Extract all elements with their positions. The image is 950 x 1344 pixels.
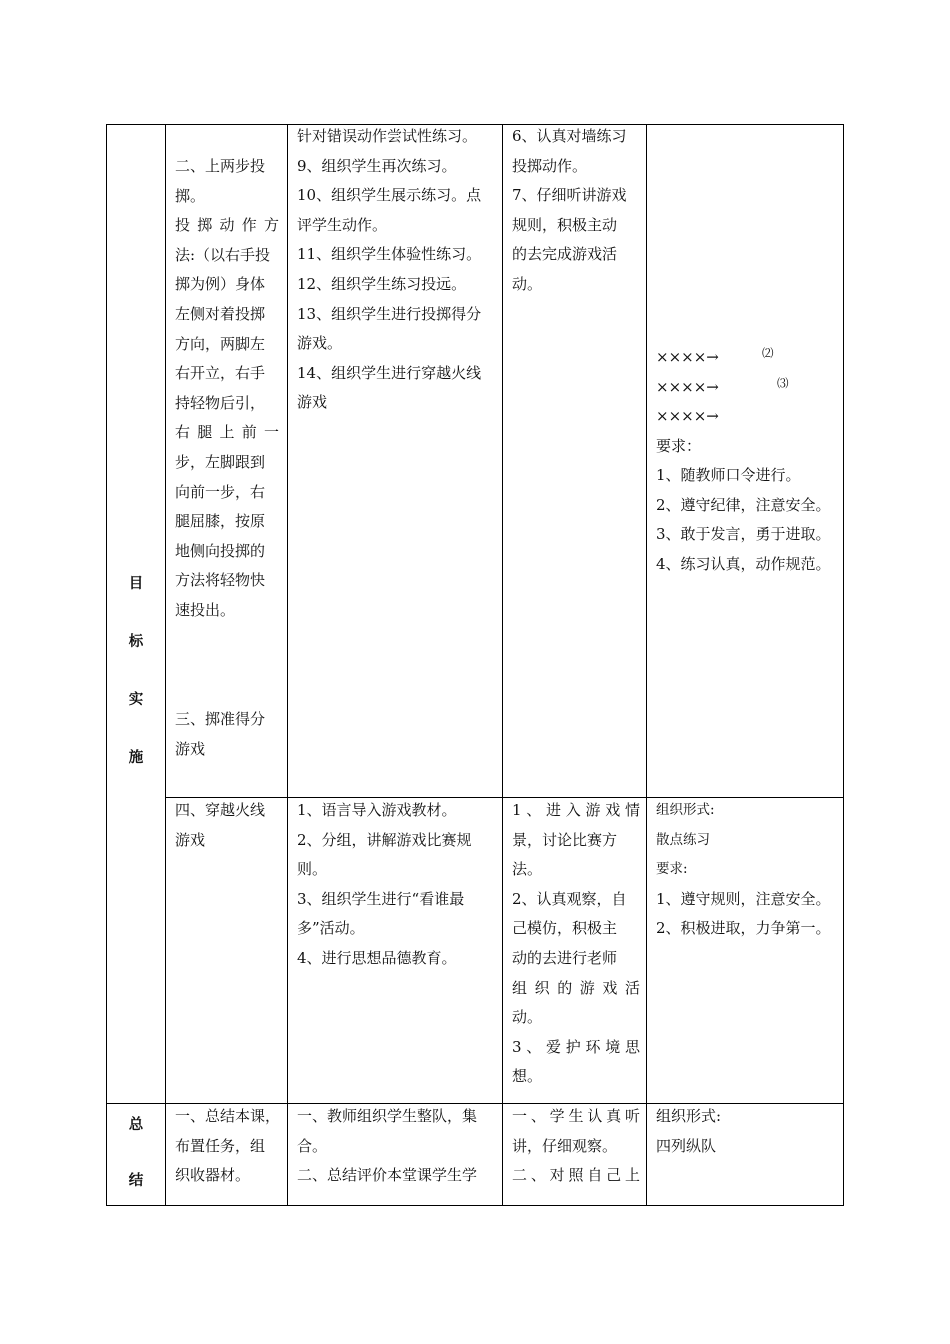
- row1-game-line: 游戏: [175, 739, 206, 758]
- row1-method-line: 方法将轻物快: [175, 571, 266, 590]
- row2-content-line: 四、穿越火线: [175, 801, 266, 819]
- column-divider-1: [165, 124, 166, 1206]
- row1-method-line: 方向，两脚左: [175, 334, 266, 353]
- requirement-item: 4、练习认真，动作规范。: [656, 554, 831, 573]
- requirement-item: 2、遵守纪律，注意安全。: [656, 495, 831, 514]
- row3-content-line: 布置任务，组: [175, 1136, 266, 1155]
- row2-student-cell: [512, 796, 640, 1092]
- student-activity-line: 景，讨论比赛方: [512, 830, 618, 849]
- teacher-activity-line: 2、分组，讲解游戏比赛规: [297, 830, 472, 849]
- row1-method-line: 左侧对着投掷: [175, 304, 266, 323]
- student-activity-line: 2、认真观察，自: [512, 889, 627, 908]
- row1-game-cell: [175, 705, 285, 764]
- row2-content-line: 游戏: [175, 830, 206, 849]
- teacher-activity-line: 多”活动。: [297, 919, 365, 938]
- row3-content-line: 织收器材。: [175, 1166, 251, 1185]
- requirement-item: 3、敢于发言，勇于进取。: [656, 525, 831, 543]
- row2-teacher-cell: [297, 796, 499, 974]
- teacher-activity-line: 游戏: [297, 393, 328, 412]
- teacher-activity-line: 合。: [297, 1136, 328, 1155]
- student-activity-line: 讲，仔细观察。: [512, 1136, 618, 1155]
- formation-row: [656, 402, 842, 432]
- requirements-title: 要求:: [656, 861, 688, 878]
- table-left-border: [106, 124, 107, 1206]
- section-label-char: 实: [128, 692, 144, 708]
- student-activity-line: 二、对照自己上: [512, 1166, 640, 1185]
- student-activity-line: 动。: [512, 1008, 543, 1027]
- teacher-activity-line: 4、进行思想品德教育。: [297, 948, 457, 967]
- column-divider-4: [646, 124, 647, 1206]
- row1-method-line: 腿屈膝，按原: [175, 512, 266, 531]
- section-label-summary: [124, 1113, 148, 1199]
- row1-method-line: 投掷动作方: [175, 216, 279, 235]
- section-label-char: 总: [128, 1117, 144, 1133]
- teacher-activity-line: 11、组织学生体验性练习。: [297, 245, 482, 264]
- row2-organization-cell: [656, 796, 842, 944]
- requirement-item: 1、随教师口令进行。: [656, 466, 801, 484]
- student-activity-line: 组织的游戏活: [512, 978, 640, 997]
- row1-method-line: 步，左脚跟到: [175, 452, 266, 471]
- student-activity-line: 动。: [512, 274, 543, 293]
- row3-content-cell: [175, 1102, 285, 1191]
- row1-student-cell: [512, 122, 640, 300]
- row1-method-line: 持轻物后引，: [175, 393, 266, 412]
- student-activity-line: 想。: [512, 1067, 543, 1086]
- row1-method-line: 速投出。: [175, 600, 236, 619]
- formation-number: ⑵: [762, 346, 774, 360]
- student-activity-line: 3、爱护环境思: [512, 1037, 640, 1056]
- row3-student-cell: [512, 1102, 640, 1191]
- teacher-activity-line: 14、组织学生进行穿越火线: [297, 363, 482, 382]
- teacher-activity-line: 评学生动作。: [297, 215, 388, 234]
- column-divider-3: [502, 124, 503, 1206]
- row3-organization-cell: [656, 1102, 842, 1161]
- row1-content-line: 掷。: [175, 186, 206, 205]
- teacher-activity-line: 针对错误动作尝试性练习。: [297, 127, 478, 145]
- row1-method-line: 向前一步，右: [175, 482, 266, 501]
- student-activity-line: 6、认真对墙练习: [512, 127, 627, 145]
- row1-organization-cell: [656, 343, 842, 579]
- student-activity-line: 的去完成游戏活: [512, 245, 618, 264]
- student-activity-line: 投掷动作。: [512, 156, 588, 175]
- formation-row: [656, 373, 842, 403]
- formation-row: [656, 343, 842, 373]
- row1-game-line: 三、掷准得分: [175, 710, 266, 728]
- table-bottom-border: [106, 1205, 844, 1206]
- section-label-char: 标: [128, 634, 144, 650]
- row3-teacher-cell: [297, 1102, 499, 1191]
- organization-form-title: 组织形式:: [656, 1107, 722, 1125]
- student-activity-line: 动的去进行老师: [512, 948, 618, 967]
- student-activity-line: 法。: [512, 860, 543, 879]
- teacher-activity-line: 1、语言导入游戏教材。: [297, 801, 457, 819]
- organization-form-value: 四列纵队: [656, 1136, 717, 1155]
- requirement-item: 2、积极进取，力争第一。: [656, 919, 831, 938]
- teacher-activity-line: 13、组织学生进行投掷得分: [297, 304, 482, 323]
- teacher-activity-line: 二、总结评价本堂课学生学: [297, 1166, 478, 1185]
- requirements-title: 要求：: [656, 436, 702, 455]
- row1-method-line: 法:（以右手投: [175, 245, 271, 264]
- section-label-char: 施: [128, 750, 144, 766]
- section-label-char: 目: [128, 576, 144, 592]
- teacher-activity-line: 9、组织学生再次练习。: [297, 156, 457, 175]
- student-activity-line: 己模仿，积极主: [512, 919, 618, 938]
- teacher-activity-line: 12、组织学生练习投远。: [297, 274, 467, 293]
- teacher-activity-line: 3、组织学生进行“看谁最: [297, 889, 465, 908]
- row2-content-cell: [175, 796, 285, 855]
- row1-content-cell: [175, 152, 279, 626]
- row1-method-line: 掷为例）身体: [175, 275, 266, 294]
- row1-content-line: 二、上两步投: [175, 157, 266, 175]
- teacher-activity-line: 10、组织学生展示练习。点: [297, 186, 482, 205]
- teacher-activity-line: 则。: [297, 860, 328, 879]
- row1-method-line: 右开立，右手: [175, 364, 266, 383]
- teacher-activity-line: 游戏。: [297, 334, 343, 353]
- organization-form-value: 散点练习: [656, 831, 710, 848]
- student-activity-line: 1、进入游戏情: [512, 801, 640, 819]
- column-divider-2: [287, 124, 288, 1206]
- table-right-border: [843, 124, 844, 1206]
- organization-form-title: 组织形式:: [656, 802, 715, 818]
- requirement-item: 1、遵守规则，注意安全。: [656, 889, 831, 908]
- formation-marks: ××××→: [656, 348, 719, 366]
- student-activity-line: 规则，积极主动: [512, 215, 618, 234]
- section-label-target: [124, 572, 148, 804]
- formation-marks: ××××→: [656, 377, 719, 396]
- formation-number: ⑶: [777, 375, 789, 390]
- row3-content-line: 一、总结本课，: [175, 1107, 281, 1125]
- student-activity-line: 一、学生认真听: [512, 1107, 640, 1125]
- row1-method-line: 地侧向投掷的: [175, 541, 266, 560]
- teacher-activity-line: 一、教师组织学生整队，集: [297, 1107, 478, 1125]
- section-label-char: 结: [128, 1173, 144, 1189]
- row1-teacher-cell: [297, 122, 499, 418]
- formation-marks: ××××→: [656, 407, 719, 425]
- student-activity-line: 7、仔细听讲游戏: [512, 186, 627, 205]
- row1-method-line: 右腿上前一: [175, 423, 279, 442]
